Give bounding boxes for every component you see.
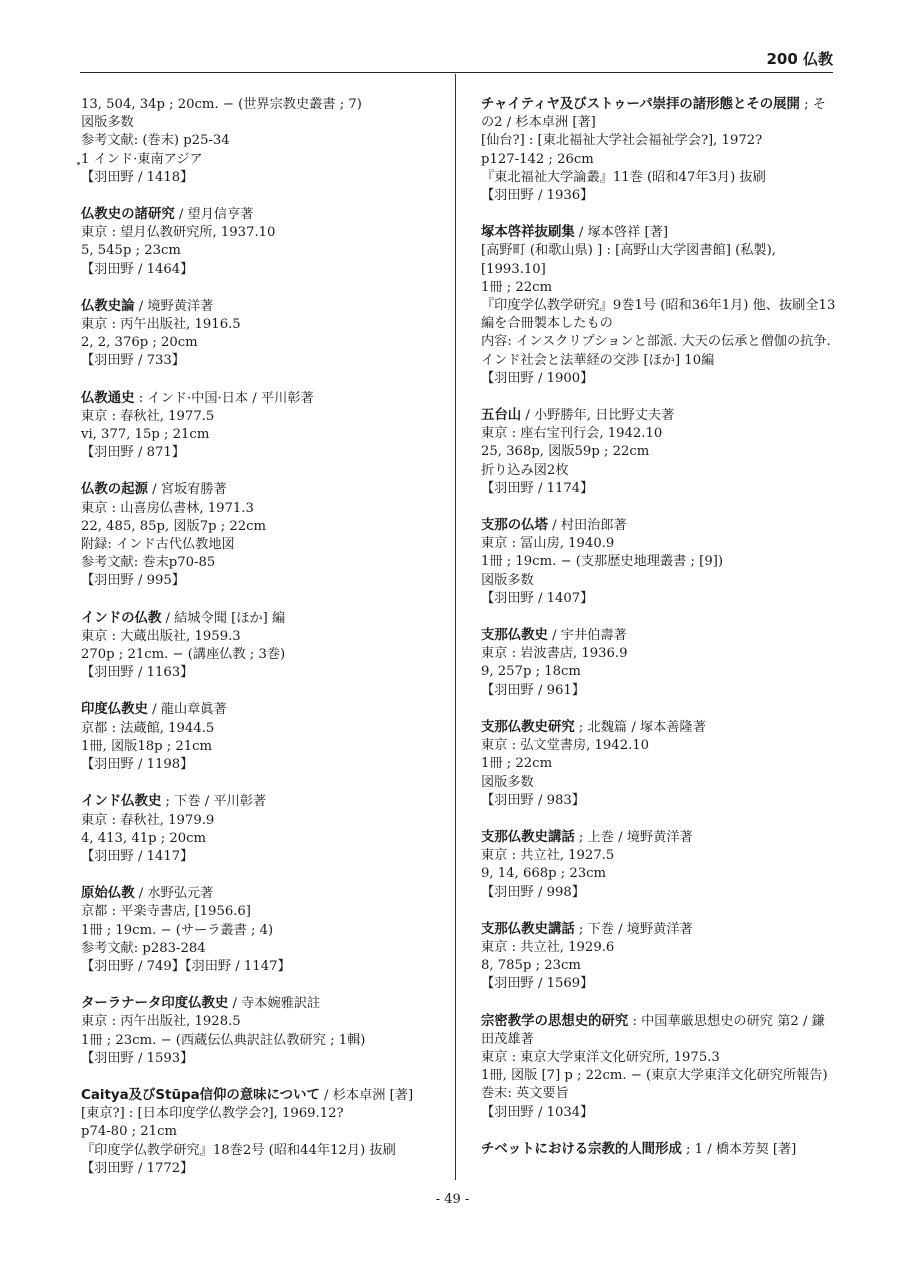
entry-detail-line: 270p ; 21cm. − (講座仏教 ; 3巻) (81, 647, 286, 663)
entry-detail-line: 【羽田野 / 1034】 (481, 1104, 594, 1120)
entry-title: 仏教の起源 (81, 482, 148, 498)
entry-detail-line: 図版多数 (481, 774, 534, 790)
entry-title: 支那の仏塔 (481, 518, 548, 534)
entry-detail-line: 『印度学仏教学研究』9巻1号 (昭和36年1月) 他、抜刷全13編を合冊製本したもの (481, 298, 836, 332)
entry-detail-line: 参考文献: 巻末p70-85 (81, 555, 216, 571)
catalog-entry (81, 298, 437, 371)
entry-title: チベットにおける宗教的人間形成 (481, 1141, 682, 1157)
entry-detail-line: 図版多数 (481, 572, 534, 588)
entry-detail-line: 東京 : 冨山房, 1940.9 (481, 536, 615, 552)
entry-responsibility: / 杉本卓洲 [著] (319, 1087, 414, 1103)
entry-detail-line: 京都 : 平楽寺書店, [1956.6] (81, 904, 251, 920)
entry-title: 宗密教学の思想史的研究 (481, 1013, 629, 1029)
entry-title: 支那仏教史研究 (481, 719, 575, 735)
catalog-entry (481, 1013, 837, 1122)
entry-detail-line: 【羽田野 / 1174】 (481, 480, 594, 496)
entry-responsibility: : 中国華厳思想史の研究 第2 / 鎌田茂雄著 (481, 1013, 825, 1047)
entry-detail-line: 1冊 ; 22cm (481, 756, 553, 772)
entry-detail-line: 内容: インスクリプションと部派. 大天の伝承と僧伽の抗争. インド社会と法華経の交渉 [ほか] 10編 (481, 334, 831, 368)
entry-heading (81, 995, 437, 1013)
entry-heading (81, 610, 437, 628)
entry-heading (81, 298, 437, 316)
entry-detail-line: 【羽田野 / 1936】 (481, 188, 594, 204)
entry-detail-line: 【羽田野 / 1900】 (481, 370, 594, 386)
entry-detail-line: 京都 : 法蔵館, 1944.5 (81, 720, 215, 736)
entry-heading (81, 701, 437, 719)
entry-responsibility: / 小野勝年, 日比野丈夫著 (521, 408, 675, 424)
entry-detail-line: 【羽田野 / 1417】 (81, 848, 194, 864)
scan-speck (77, 162, 80, 165)
entry-heading (481, 1141, 837, 1159)
entry-title: 印度仏教史 (81, 702, 148, 718)
section-header: 200 仏教 (766, 50, 833, 68)
entry-responsibility: / 宮坂宥勝著 (147, 482, 227, 498)
entry-detail-line: 8, 785p ; 23cm (481, 958, 581, 974)
column-divider (455, 74, 456, 1180)
entry-detail-line: 【羽田野 / 1772】 (81, 1160, 194, 1176)
entry-responsibility: / 水野弘元著 (134, 886, 214, 902)
entry-responsibility: / 望月信亨著 (174, 207, 254, 223)
entry-responsibility: / 村田治郎著 (547, 518, 627, 534)
entry-detail-line: 5, 545p ; 23cm (81, 243, 181, 259)
entry-responsibility: / 宇井伯壽著 (547, 628, 627, 644)
entry-responsibility: / 寺本婉雅訳註 (228, 996, 321, 1012)
entry-detail-line: 22, 485, 85p, 図版7p ; 22cm (81, 518, 267, 534)
entry-title: チャイティヤ及びストゥーパ崇拝の諸形態とその展開 (481, 97, 800, 112)
entry-title: 塚本啓祥抜刷集 (481, 225, 575, 241)
catalog-entry (81, 885, 437, 976)
entry-heading (481, 407, 837, 425)
header-rule (80, 72, 833, 73)
entry-title: 支那仏教史 (481, 628, 548, 644)
page-number: - 49 - (435, 1192, 470, 1207)
catalog-entry (481, 627, 837, 700)
entry-detail-line: 『印度学仏教学研究』18巻2号 (昭和44年12月) 抜刷 (81, 1142, 396, 1158)
entry-responsibility: ; 下巻 / 境野黄洋著 (574, 921, 693, 937)
entry-responsibility: ; 北魏篇 / 塚本善隆著 (574, 719, 706, 735)
entry-detail-line: 図版多数 (81, 115, 134, 131)
entry-detail-line: 1冊 ; 22cm (481, 279, 553, 295)
catalog-entry (481, 921, 837, 994)
catalog-entry (81, 610, 437, 683)
entry-detail-line: 【羽田野 / 1407】 (481, 590, 594, 606)
entry-responsibility: / 境野黄洋著 (134, 298, 214, 314)
catalog-entry (81, 206, 437, 279)
catalog-entry (481, 1141, 837, 1159)
entry-title: 五台山 (481, 408, 522, 424)
entry-detail-line: vi, 377, 15p ; 21cm (81, 427, 210, 443)
catalog-entry (481, 407, 837, 498)
entry-detail-line: 1冊 ; 19cm. − (サーラ叢書 ; 4) (81, 922, 274, 938)
entry-heading (481, 1013, 837, 1049)
entry-detail-line: [高野町 (和歌山県) ] : [高野山大学図書館] (私製), [1993.10] (481, 243, 776, 277)
entry-detail-line: 1冊 ; 23cm. − (西蔵伝仏典訳註仏教研究 ; 1輯) (81, 1032, 366, 1048)
entry-detail-line: [仙台?] : [東北福祉大学社会福祉学会?], 1972? (481, 133, 763, 149)
entry-detail-line: 参考文献: p283-284 (81, 940, 206, 956)
entry-detail-line: 『東北福祉大学論叢』11巻 (昭和47年3月) 抜刷 (481, 169, 766, 185)
entry-detail-line: 東京 : 共立社, 1927.5 (481, 848, 615, 864)
entry-responsibility: ; 上巻 / 境野黄洋著 (574, 829, 693, 845)
entry-detail-line: 【羽田野 / 733】 (81, 353, 185, 369)
entry-heading (481, 829, 837, 847)
entry-detail-line: 9, 257p ; 18cm (481, 664, 581, 680)
entry-detail-line: 【羽田野 / 998】 (481, 884, 585, 900)
entry-responsibility: ; 1 / 橋本芳契 [著] (681, 1141, 797, 1157)
entry-detail-line: 東京 : 丙午出版社, 1928.5 (81, 1014, 241, 1030)
entry-title: 仏教史の諸研究 (81, 207, 175, 223)
entry-detail-line: 東京 : 座右宝刊行会, 1942.10 (481, 426, 663, 442)
entry-detail-line: 2, 2, 376p ; 20cm (81, 335, 198, 351)
entry-detail-line: 【羽田野 / 961】 (481, 682, 585, 698)
entry-detail-line: 巻末: 英文要旨 (481, 1086, 569, 1102)
entry-detail-line: 13, 504, 34p ; 20cm. − (世界宗教史叢書 ; 7) (81, 97, 362, 112)
entry-detail-line: 東京 : 共立社, 1929.6 (481, 939, 615, 955)
entry-detail-line: 【羽田野 / 1418】 (81, 169, 194, 185)
entry-detail-line: 9, 14, 668p ; 23cm (481, 866, 607, 882)
entry-heading (481, 96, 837, 132)
entry-responsibility: / 塚本啓祥 [著] (574, 225, 668, 241)
entry-detail-line: 【羽田野 / 1593】 (81, 1050, 194, 1066)
entry-heading (481, 921, 837, 939)
left-column (81, 96, 437, 1197)
entry-responsibility: : インド·中国·日本 / 平川彰著 (134, 390, 314, 406)
entry-detail-line: 参考文献: (巻末) p25-34 (81, 133, 230, 149)
catalog-entry (81, 701, 437, 774)
entry-title: インドの仏教 (81, 610, 162, 626)
entry-detail-line: 【羽田野 / 1569】 (481, 976, 594, 992)
entry-heading (481, 719, 837, 737)
entry-responsibility: ; 下巻 / 平川彰著 (161, 794, 267, 810)
entry-responsibility: ; その2 / 杉本卓洲 [著] (481, 97, 826, 131)
catalog-entry (81, 390, 437, 463)
entry-detail-line: p74-80 ; 21cm (81, 1124, 177, 1140)
entry-detail-line: 東京 : 大蔵出版社, 1959.3 (81, 628, 241, 644)
entry-detail-line: 25, 368p, 図版59p ; 22cm (481, 444, 650, 460)
catalog-entry (81, 1087, 437, 1178)
entry-detail-line: 【羽田野 / 749】【羽田野 / 1147】 (81, 958, 291, 974)
catalog-entry (81, 793, 437, 866)
entry-detail-line: 【羽田野 / 1163】 (81, 665, 194, 681)
entry-detail-line: [東京?] : [日本印度学仏教学会?], 1969.12? (81, 1106, 344, 1122)
entry-detail-line: 東京 : 東京大学東洋文化研究所, 1975.3 (481, 1049, 720, 1065)
entry-detail-line: 東京 : 望月仏教研究所, 1937.10 (81, 225, 276, 241)
entry-title: インド仏教史 (81, 794, 162, 810)
entry-detail-line: 【羽田野 / 995】 (81, 573, 185, 589)
entry-heading (481, 517, 837, 535)
entry-detail-line: 1冊, 図版 [7] p ; 22cm. − (東京大学東洋文化研究所報告) (481, 1068, 828, 1084)
entry-title: 仏教通史 (81, 390, 135, 406)
entry-heading (81, 793, 437, 811)
entry-heading (481, 224, 837, 242)
entry-heading (81, 390, 437, 408)
entry-title: 原始仏教 (81, 886, 135, 902)
entry-title: 仏教史論 (81, 298, 135, 314)
right-column (481, 96, 837, 1178)
entry-detail-line: 【羽田野 / 871】 (81, 445, 185, 461)
entry-responsibility: / 結城令聞 [ほか] 編 (161, 610, 286, 626)
entry-title: 支那仏教史講話 (481, 829, 575, 845)
entry-detail-line: 附録: インド古代仏教地図 (81, 537, 235, 553)
entry-detail-line: 【羽田野 / 1464】 (81, 261, 194, 277)
entry-detail-line: 4, 413, 41p ; 20cm (81, 830, 207, 846)
entry-title: ターラナータ印度仏教史 (81, 996, 229, 1012)
entry-detail-line: 東京 : 春秋社, 1979.9 (81, 812, 215, 828)
entry-heading (81, 206, 437, 224)
catalog-entry (481, 719, 837, 810)
entry-detail-line: 1 インド·東南アジア (81, 151, 203, 167)
catalog-entry (481, 517, 837, 608)
entry-detail-line: p127-142 ; 26cm (481, 151, 594, 167)
entry-detail-line: 1冊 ; 19cm. − (支那歴史地理叢書 ; [9]) (481, 554, 723, 570)
entry-title: Caitya及びStūpa信仰の意味について (81, 1087, 320, 1103)
entry-detail-line: 東京 : 弘文堂書房, 1942.10 (481, 738, 650, 754)
entry-detail-line: 東京 : 丙午出版社, 1916.5 (81, 317, 241, 333)
catalog-entry (481, 829, 837, 902)
catalog-entry (481, 224, 837, 388)
entry-detail-line: 1冊, 図版18p ; 21cm (81, 738, 213, 754)
entry-detail-line: 東京 : 春秋社, 1977.5 (81, 408, 215, 424)
catalog-entry (81, 481, 437, 590)
entry-detail-line: 【羽田野 / 983】 (481, 792, 585, 808)
entry-detail-line: 東京 : 岩波書店, 1936.9 (481, 646, 628, 662)
entry-detail-line: 東京 : 山喜房仏書林, 1971.3 (81, 500, 254, 516)
entry-responsibility: / 龍山章眞著 (147, 702, 227, 718)
entry-heading (81, 1087, 437, 1105)
catalog-entry (81, 995, 437, 1068)
entry-detail-line: 【羽田野 / 1198】 (81, 757, 194, 773)
entry-heading (81, 481, 437, 499)
catalog-entry (481, 96, 837, 205)
entry-heading (481, 627, 837, 645)
catalog-entry (81, 96, 437, 187)
entry-detail-line: 折り込み図2枚 (481, 462, 569, 478)
entry-title: 支那仏教史講話 (481, 921, 575, 937)
entry-heading (81, 885, 437, 903)
